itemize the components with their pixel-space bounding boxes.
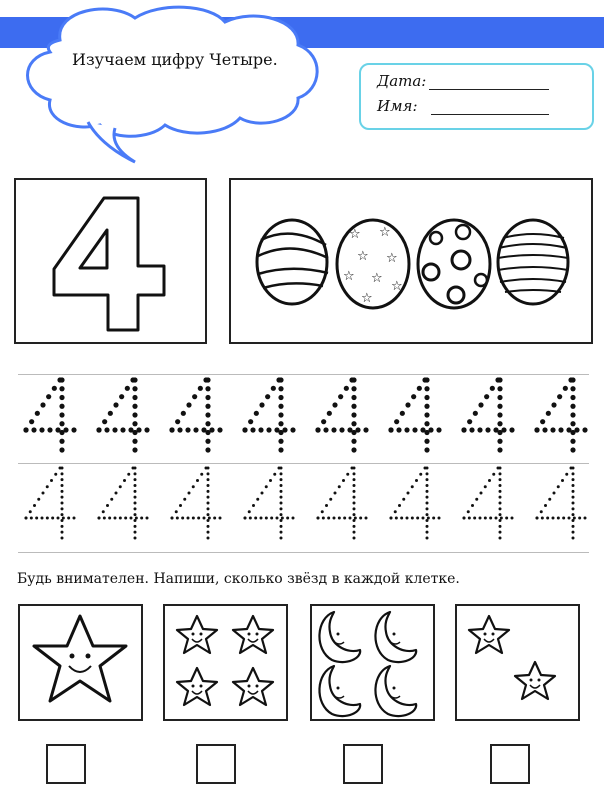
tracing-four-bold[interactable] (461, 377, 514, 452)
star-icon (515, 662, 555, 699)
tracing-four-bold[interactable] (534, 377, 587, 452)
answer-box-2[interactable] (196, 744, 236, 784)
tracing-four-light[interactable] (25, 467, 76, 540)
star-icon (20, 606, 141, 719)
date-label: Дата: (377, 72, 427, 90)
moon-icon (319, 666, 360, 716)
egg-stars-icon (337, 220, 409, 308)
tracing-four-bold[interactable] (96, 377, 149, 452)
tracing-four-light[interactable] (98, 467, 149, 540)
answer-box-3[interactable] (343, 744, 383, 784)
speech-cloud (0, 0, 340, 180)
count-cell-1 (18, 604, 143, 721)
tracing-four-light[interactable] (536, 467, 587, 540)
star-icon (469, 616, 509, 653)
name-line[interactable] (431, 114, 549, 115)
egg-striped-icon (257, 220, 328, 304)
tracing-four-bold[interactable] (388, 377, 441, 452)
egg-lines-icon (498, 220, 568, 304)
instruction-text: Будь внимателен. Напиши, сколько звёзд в каждой клетке. (17, 571, 460, 587)
answer-box-4[interactable] (490, 744, 530, 784)
tracing-four-bold[interactable] (242, 377, 295, 452)
svg-text:☆: ☆ (391, 279, 403, 294)
svg-text:☆: ☆ (343, 269, 355, 284)
eggs-box (229, 178, 593, 344)
count-cell-4 (455, 604, 580, 721)
date-line[interactable] (429, 89, 549, 90)
tracing-four-light[interactable] (244, 467, 295, 540)
name-label: Имя: (377, 97, 418, 115)
star-icon (177, 668, 217, 705)
answer-box-1[interactable] (46, 744, 86, 784)
moon-icon (375, 612, 416, 662)
digit-box (14, 178, 207, 344)
moon-icon (319, 612, 360, 662)
tracing-four-light[interactable] (171, 467, 222, 540)
count-cell-2 (163, 604, 288, 721)
tracing-four-bold[interactable] (315, 377, 368, 452)
svg-text:☆: ☆ (371, 271, 383, 286)
svg-text:☆: ☆ (379, 225, 391, 240)
tracing-four-light[interactable] (317, 467, 368, 540)
svg-text:☆: ☆ (361, 291, 373, 306)
egg-circles-icon (418, 220, 490, 308)
tracing-four-light[interactable] (390, 467, 441, 540)
tracing-rows (0, 370, 604, 560)
tracing-four-bold[interactable] (169, 377, 222, 452)
tracing-four-light[interactable] (463, 467, 514, 540)
digit-four-outline (16, 180, 205, 342)
page-title: Изучаем цифру Четыре. (72, 50, 278, 69)
moon-icon (375, 666, 416, 716)
tracing-four-bold[interactable] (23, 377, 76, 452)
svg-text:☆: ☆ (349, 227, 361, 242)
star-icon (233, 616, 273, 653)
info-box (359, 63, 594, 130)
count-cell-3 (310, 604, 435, 721)
svg-text:☆: ☆ (357, 249, 369, 264)
star-icon (177, 616, 217, 653)
star-icon (233, 668, 273, 705)
svg-text:☆: ☆ (386, 251, 398, 266)
